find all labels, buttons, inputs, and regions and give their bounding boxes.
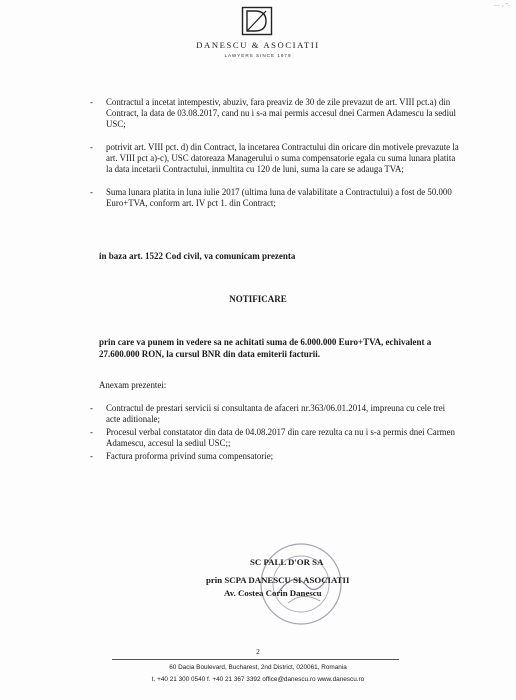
bullet-dash: -: [90, 187, 93, 197]
brand-name: DANESCU & ASOCIATII: [196, 40, 320, 50]
notice-title: NOTIFICARE: [229, 294, 287, 304]
list-item: [90, 427, 460, 449]
legal-basis: in baza art. 1522 Cod civil, va comunicam prezenta: [99, 251, 296, 261]
footer-address: 60 Dacia Boulevard, Bucharest, 2nd District, 020061, Romania: [169, 664, 347, 671]
footer-contact: t. +40 21 300 0540 f. +40 21 367 3392 office@danescu.ro www.danescu.ro: [151, 676, 365, 683]
list-item: [90, 142, 460, 175]
signature-company: SC PALL D'OR SA: [250, 557, 324, 567]
bullet-dash: -: [90, 142, 93, 152]
bullet-dash: -: [90, 403, 93, 413]
annex-intro: Anexam prezentei:: [99, 380, 167, 390]
annex-text: Contractul de prestari servicii si consultanta de afaceri nr.363/06.01.2014, impreuna cu cele trei acte aditionale;: [106, 403, 446, 424]
bullet-dash: -: [90, 451, 93, 461]
intro-bullet-list: [90, 97, 460, 221]
list-item: [90, 451, 460, 462]
list-item: [90, 97, 460, 130]
corner-mark: ... , -.: [494, 1, 510, 8]
page-number: 2: [256, 647, 260, 656]
bullet-text: Suma lunara platita in luna iulie 2017 (ultima luna de valabilitate a Contractului) a fost de 50.000 Euro+TVA, conform art. IV pct 1. din Contract;: [106, 187, 452, 208]
annex-text: Procesul verbal constatator din data de 04.08.2017 din care rezulta ca nu i s-a permis dnei Carmen Adamescu, accesul la sediul USC;;: [106, 427, 455, 448]
list-item: [90, 403, 460, 425]
bullet-dash: -: [90, 427, 93, 437]
signature-lawyer: Av. Costea Corin Danescu: [224, 588, 322, 598]
bullet-text: Contractul a incetat intempestiv, abuziv, fara preaviz de 30 de zile prevazut de art. VIII pct.a) din Contract, la data de 03.08.2017, cand nu i s-a mai permis accesul dnei Carmen Adamescu la sediul USC;: [106, 97, 456, 129]
signature-firm: prin SCPA DANESCU SI ASOCIATII: [206, 575, 350, 585]
list-item: [90, 187, 460, 209]
brand-tagline: LAWYERS SINCE 1979: [224, 53, 292, 58]
annex-text: Factura proforma privind suma compensatorie;: [106, 451, 274, 461]
bullet-text: potrivit art. VIII pct. d) din Contract, la incetarea Contractului din oricare din motivele prevazute la art. VIII pct a)-c), USC datoreaza Managerului o suma compensatorie egala cu suma lunara platita la data incetarii Contractului, inmultita cu 120 de luni, suma la care se adauga TVA;: [106, 142, 459, 174]
bullet-dash: -: [90, 97, 93, 107]
d-monogram-logo: [241, 6, 273, 36]
footer-divider: [112, 659, 399, 660]
notice-body: prin care va punem in vedere sa ne achitati suma de 6.000.000 Euro+TVA, echivalent a 27.600.000 RON, la cursul BNR din data emiterii facturii.: [99, 337, 432, 359]
annex-list: [90, 403, 460, 464]
